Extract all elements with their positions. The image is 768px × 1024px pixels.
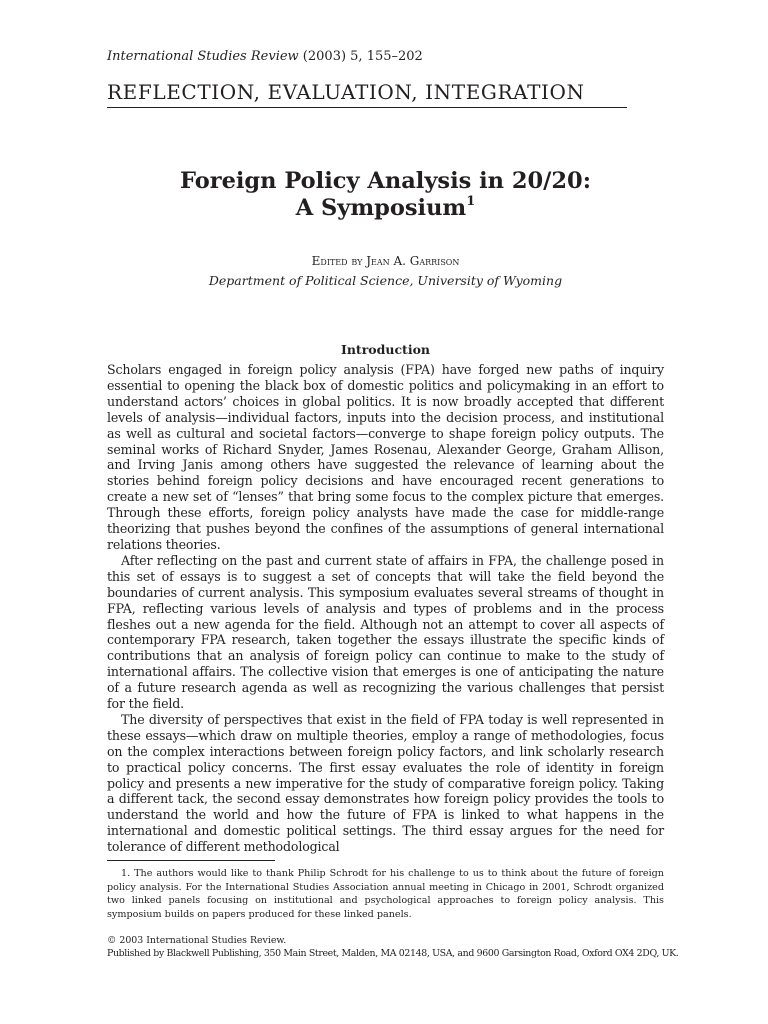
footnote-divider: [107, 860, 275, 861]
article-title: [107, 168, 664, 222]
article-title-line1: Foreign Policy Analysis in 20/20:: [179, 168, 592, 194]
introduction-heading: Introduction: [340, 342, 431, 357]
journal-citation: [107, 49, 423, 64]
copyright-block: [107, 934, 679, 960]
section-heading: REFLECTION, EVALUATION, INTEGRATION: [107, 80, 627, 108]
editor-line: Edited by Jean A. Garrison: [311, 254, 460, 268]
journal-details: (2003) 5, 155–202: [298, 49, 423, 64]
article-title-line2: [107, 195, 664, 222]
journal-name: International Studies Review: [107, 49, 299, 64]
article-title-text: A Symposium: [295, 195, 467, 221]
body-paragraph: The diversity of perspectives that exist in the field of FPA today is well represented in these essays—which draw on multiple theories, employ a range of methodologies, focus on the complex interactions between foreign policy factors, and link scholarly research to practical policy concerns. The first essay evaluates the role of identity in foreign policy and presents a new imperative for the study of comparative foreign policy. Taking a different tack, the second essay demonstrates how foreign policy provides the tools to understand the world and how the future of FPA is linked to what happens in the international and domestic political settings. The third essay argues for the need for tolerance of different methodological: [107, 711, 664, 855]
publisher-notice: Published by Blackwell Publishing, 350 Main Street, Malden, MA 02148, USA, and 9600 Garsington Road, Oxford OX4 2DQ, UK.: [107, 948, 679, 959]
copyright-notice: © 2003 International Studies Review.: [107, 935, 287, 946]
body-paragraph: After reflecting on the past and current state of affairs in FPA, the challenge posed in this set of essays is to suggest a set of concepts that will take the field beyond the boundaries of current analysis. This symposium evaluates several streams of thought in FPA, reflecting various levels of analysis and types of problems and in the process fleshes out a new agenda for the field. Although not an attempt to cover all aspects of contemporary FPA research, taken together the essays illustrate the specific kinds of contributions that an analysis of foreign policy can continue to make to the study of international affairs. The collective vision that emerges is one of anticipating the nature of a future research agenda as well as recognizing the various challenges that persist for the field.: [107, 552, 664, 712]
footnote: 1. The authors would like to thank Philip Schrodt for his challenge to us to think about the future of foreign policy analysis. For the International Studies Association annual meeting in Chicago in 2001, Schrodt organized two linked panels focusing on institutional and psychological approaches to foreign policy analysis. This symposium builds on papers produced for these linked panels.: [107, 868, 664, 920]
editor-affiliation: Department of Political Science, University of Wyoming: [208, 273, 563, 288]
footnote-mark: 1: [466, 194, 476, 209]
body-paragraph: Scholars engaged in foreign policy analysis (FPA) have forged new paths of inquiry essential to opening the black box of domestic politics and policymaking in an effort to understand actors’ choices in global politics. It is now broadly accepted that different levels of analysis—individual factors, inputs into the decision process, and institutional as well as cultural and societal factors—converge to shape foreign policy outputs. The seminal works of Richard Snyder, James Rosenau, Alexander George, Graham Allison, and Irving Janis among others have suggested the relevance of learning about the stories behind foreign policy decisions and have encouraged recent generations to create a new set of “lenses” that bring some focus to the complex picture that emerges. Through these efforts, foreign policy analysts have made the case for middle-range theorizing that pushes beyond the confines of the assumptions of general international relations theories.: [107, 362, 664, 552]
introduction-body: [107, 362, 664, 855]
